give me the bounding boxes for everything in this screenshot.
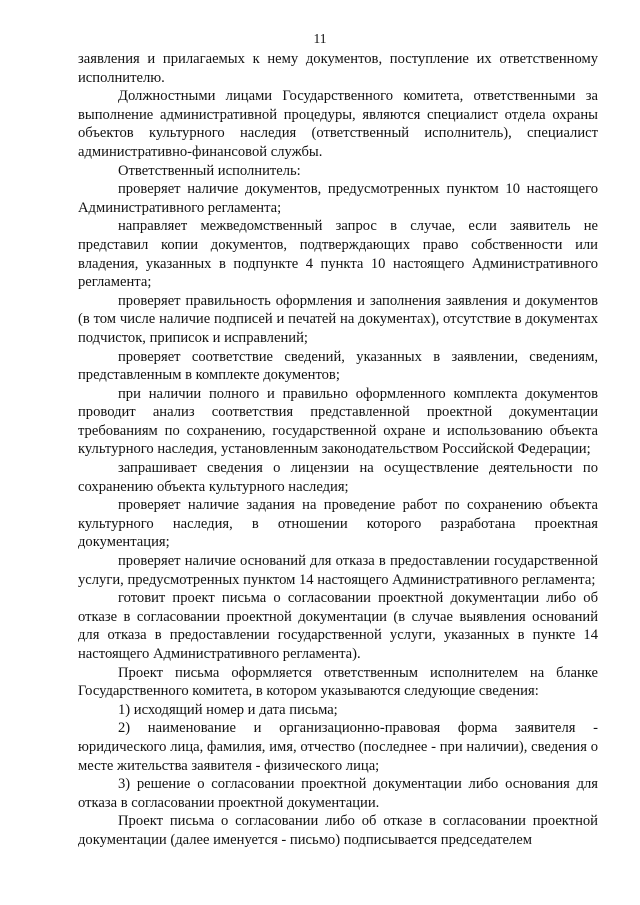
document-body (78, 50, 598, 850)
paragraph-letter-signing: Проект письма о согласовании либо об отказе в согласовании проектной документации (далее именуется - письмо) подписывается председателем (78, 813, 598, 848)
paragraph-interagency-request: направляет межведомственный запрос в случае, если заявитель не представил копии документов, подтверждающих право собственности или владения, указанных в подпункте 4 пункта 10 настоящего Административного регламента; (78, 218, 598, 291)
paragraph-license-request: запрашивает сведения о лицензии на осуществление деятельности по сохранению объекта культурного наследия; (78, 460, 598, 495)
paragraph-check-consistency: проверяет соответствие сведений, указанных в заявлении, сведениям, представленным в комплекте документов; (78, 348, 598, 384)
paragraph-letter-form: Проект письма оформляется ответственным исполнителем на бланке Государственного комитета, в котором указываются следующие сведения: (78, 664, 598, 700)
paragraph-check-documents: проверяет наличие документов, предусмотренных пунктом 10 настоящего Административного регламента; (78, 181, 598, 216)
paragraph-executor-heading: Ответственный исполнитель: (118, 162, 301, 179)
paragraph-check-formatting: проверяет правильность оформления и заполнения заявления и документов (в том числе наличие подписей и печатей на документах), отсутствие в документах подчисток, приписок и исправлений; (78, 292, 598, 346)
list-item-2: 2) наименование и организационно-правовая форма заявителя - юридического лица, фамилия, имя, отчество (последнее - при наличии), сведения о месте жительства заявителя - физического лица; (78, 720, 598, 774)
paragraph-responsible-officials: Должностными лицами Государственного комитета, ответственными за выполнение административной процедуры, являются специалист отдела охраны объектов культурного наследия (ответственный исполнитель), специалист административно-финансовой службы. (78, 88, 598, 160)
paragraph-check-refusal-grounds: проверяет наличие оснований для отказа в предоставлении государственной услуги, предусмотренных пунктом 14 настоящего Административного регламента; (78, 553, 598, 588)
paragraph-check-assignment: проверяет наличие задания на проведение работ по сохранению объекта культурного наследия, в отношении которого разработана проектная документация; (78, 497, 598, 551)
paragraph-continuation: заявления и прилагаемых к нему документов, поступление их ответственному исполнителю. (78, 51, 598, 86)
list-item-1: 1) исходящий номер и дата письма; (118, 701, 338, 718)
page-number: 11 (313, 31, 327, 46)
list-item-3: 3) решение о согласовании проектной документации либо основания для отказа в согласовании проектной документации. (78, 776, 598, 811)
paragraph-prepare-letter: готовит проект письма о согласовании проектной документации либо об отказе в согласовании проектной документации (в случае выявления оснований для отказа в предоставлении государственной услуги, указанных в пункте 14 настоящего Административного регламента). (78, 590, 598, 662)
paragraph-analysis: при наличии полного и правильно оформленного комплекта документов проводит анализ соответствия представленной проектной документации требованиям по сохранению, государственной охране и использованию объекта культурного наследия, установленным законодательством Российской Федерации; (78, 385, 598, 458)
